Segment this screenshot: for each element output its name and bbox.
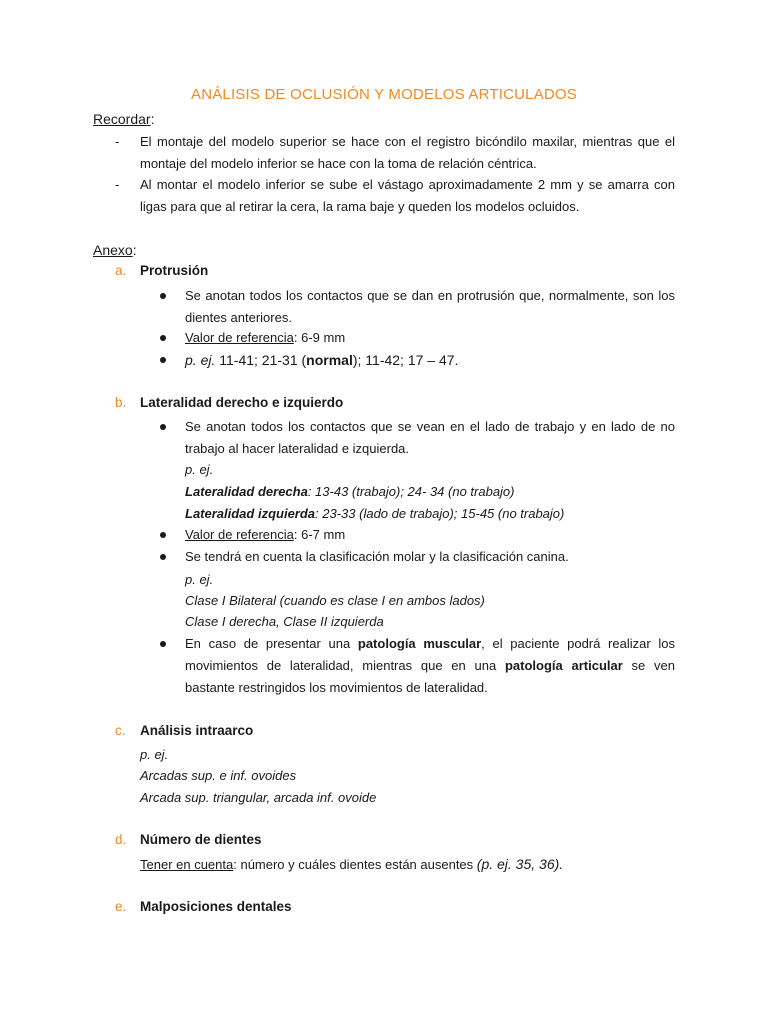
example-line: Arcadas sup. e inf. ovoides <box>140 768 297 783</box>
anexo-colon: : <box>132 242 137 258</box>
example-text-pre: 11-41; 21-31 ( <box>215 352 307 368</box>
section-c-heading <box>115 723 253 738</box>
section-a-bullet-3 <box>160 349 675 371</box>
section-b-bullet-4 <box>160 633 675 699</box>
example-bold: normal <box>306 352 353 368</box>
section-a-bullet-1 <box>160 285 675 329</box>
section-e-heading <box>115 899 292 914</box>
section-b-bullet-2 <box>160 524 675 546</box>
recordar-item-text: Al montar el modelo inferior se sube el vástago aproximadamente 2 mm y se amarra con ligas para que al retirar la cera, la rama baje y queden los modelos ocluidos. <box>140 177 675 214</box>
patologia-articular: patología articular <box>504 658 623 673</box>
reference-label: Valor de referencia <box>185 527 294 542</box>
bullet-text: Se tendrá en cuenta la clasificación molar y la clasificación canina. <box>185 549 569 564</box>
section-title: Lateralidad derecho e izquierdo <box>140 395 344 410</box>
section-b-heading <box>115 395 343 410</box>
example-line: Clase I Bilateral (cuando es clase I en ambos lados) <box>185 593 485 608</box>
lateralidad-derecha-label: Lateralidad derecha <box>185 484 308 499</box>
lateralidad-izquierda-values: : 23-33 (lado de trabajo); 15-45 (no trabajo) <box>315 506 565 521</box>
section-title: Análisis intraarco <box>140 723 254 738</box>
bullet-text-pre: En caso de presentar una <box>185 636 358 651</box>
lateralidad-izquierda-line <box>185 503 564 524</box>
example-text-post: ); 11-42; 17 – 47. <box>352 352 459 368</box>
section-a-bullet-2 <box>160 327 675 349</box>
recordar-label: Recordar <box>93 111 151 127</box>
section-title: Protrusión <box>140 263 209 278</box>
bullet-dot-icon <box>160 641 166 647</box>
bullet-text: Se anotan todos los contactos que se vean en el lado de trabajo y en lado de no trabajo al hacer lateralidad e izquierda. <box>185 419 675 456</box>
recordar-heading <box>93 108 154 130</box>
pej-label: p. ej. <box>185 462 214 477</box>
section-b-bullet-3 <box>160 546 675 568</box>
bullet-text-mid: , el paciente podrá realizar los movimientos de lateralidad, mientras que en una <box>185 636 675 673</box>
example-line: Arcada sup. triangular, arcada inf. ovoide <box>140 790 377 805</box>
lateralidad-izquierda-label: Lateralidad izquierda <box>185 506 316 521</box>
section-b-bullet-1 <box>160 416 675 460</box>
section-title: Número de dientes <box>140 832 262 847</box>
lateralidad-derecha-values: : 13-43 (trabajo); 24- 34 (no trabajo) <box>307 484 515 499</box>
reference-value: : 6-9 mm <box>293 330 346 345</box>
section-letter: e. <box>115 899 127 914</box>
section-a-heading <box>115 263 208 278</box>
pej-label: p. ej. <box>185 352 216 368</box>
dash-marker: - <box>115 177 120 192</box>
reference-value: : 6-7 mm <box>293 527 346 542</box>
bullet-dot-icon <box>160 357 166 363</box>
bullet-dot-icon <box>160 554 166 560</box>
section-d-heading <box>115 832 262 847</box>
example-line: Clase I derecha, Clase II izquierda <box>185 614 384 629</box>
lateralidad-derecha-line <box>185 481 515 502</box>
recordar-item-2 <box>115 174 675 218</box>
section-letter: a. <box>115 263 127 278</box>
section-title: Malposiciones dentales <box>140 899 292 914</box>
section-letter: d. <box>115 832 127 847</box>
pej-label: p. ej. <box>185 572 214 587</box>
bullet-text: Se anotan todos los contactos que se dan en protrusión que, normalmente, son los dientes anteriores. <box>185 288 675 325</box>
bullet-text-post: se ven bastante restringidos los movimientos de lateralidad. <box>185 658 675 695</box>
reference-label: Valor de referencia <box>185 330 294 345</box>
bullet-dot-icon <box>160 293 166 299</box>
dash-marker: - <box>115 134 120 149</box>
section-d-note <box>140 853 563 876</box>
section-letter: c. <box>115 723 126 738</box>
note-example: (p. ej. 35, 36). <box>476 856 564 872</box>
section-letter: b. <box>115 395 127 410</box>
anexo-heading <box>93 239 137 261</box>
bullet-dot-icon <box>160 335 166 341</box>
anexo-label: Anexo <box>93 242 133 258</box>
recordar-item-text: El montaje del modelo superior se hace con el registro bicóndilo maxilar, mientras que el montaje del modelo inferior se hace con la toma de relación céntrica. <box>140 134 675 171</box>
note-label: Tener en cuenta <box>140 857 234 872</box>
bullet-dot-icon <box>160 424 166 430</box>
document-title: ANÁLISIS DE OCLUSIÓN Y MODELOS ARTICULADOS <box>190 86 577 103</box>
note-text: : número y cuáles dientes están ausentes <box>233 857 477 872</box>
patologia-muscular: patología muscular <box>357 636 482 651</box>
bullet-dot-icon <box>160 532 166 538</box>
recordar-colon: : <box>150 111 155 127</box>
recordar-item-1 <box>115 131 675 175</box>
pej-label: p. ej. <box>140 747 169 762</box>
